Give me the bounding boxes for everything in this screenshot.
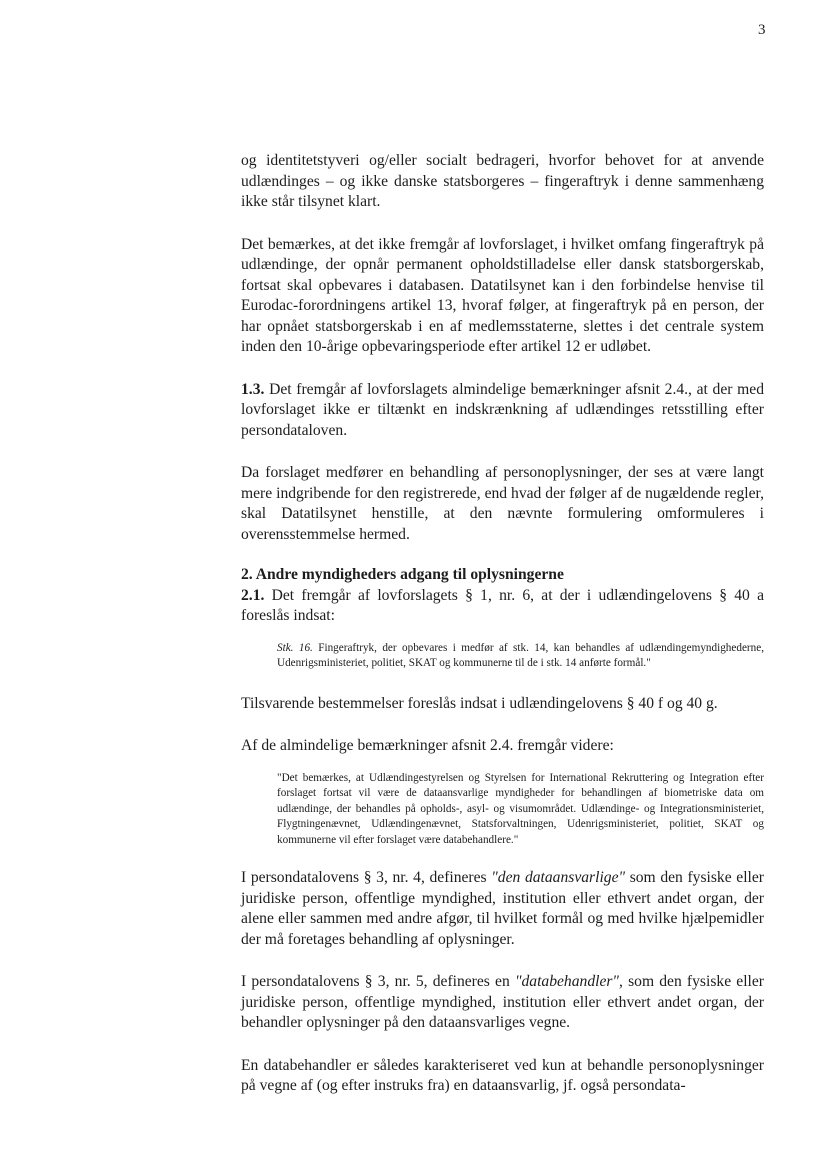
quote-text: Fingeraftryk, der opbevares i medfør af stk. 14, kan behandles af udlændingemyndighederne, Udenrigsministeriet, politiet, SKAT og kommunerne til de i stk. 14 anførte formål." — [277, 641, 764, 669]
paragraph: Tilsvarende bestemmelser foreslås indsat i udlændingelovens § 40 f og 40 g. — [241, 694, 718, 712]
paragraph: En databehandler er således karakteriseret ved kun at behandle personoplysninger på vegne af (og efter instruks fra) en dataansvarlig, jf. også persondata- — [241, 1056, 764, 1094]
quotation — [241, 641, 764, 672]
defined-term: "den dataansvarlige" — [491, 869, 626, 886]
paragraph: Af de almindelige bemærkninger afsnit 2.4. fremgår videre: — [241, 737, 614, 754]
quote-lead: Stk. 16. — [277, 641, 313, 654]
section-number: 2.1. — [241, 586, 265, 604]
document-body — [241, 151, 764, 1097]
paragraph: I persondatalovens § 3, nr. 4, defineres "den dataansvarlige" som den fysiske eller juridiske person, offentlige myndighed, institution eller ethvert andet organ, der alene eller sammen med andre afgør, til hvilket formål og med hvilke hjælpemidler der må foretages behandling af oplysninger. — [241, 869, 764, 948]
paragraph: Det bemærkes, at det ikke fremgår af lovforslaget, i hvilket omfang fingeraftryk på udlændinge, der opnår permanent opholdstilladelse eller dansk statsborgerskab, fortsat skal opbevares i databasen. Datatilsynet kan i den forbindelse henvise til Eurodac-forordningens artikel 13, hvoraf følger, at fingeraftryk på en person, der har opnået statsborgerskab i en af medlemsstaterne, slettes i det centrale system inden den 10-årige opbevaringsperiode efter artikel 12 er udløbet. — [241, 235, 764, 355]
paragraph: og identitetstyveri og/eller socialt bedrageri, hvorfor behovet for at anvende udlændinges – og ikke danske statsborgeres – fingeraftryk i denne sammenhæng ikke står tilsynet klart. — [241, 152, 764, 210]
paragraph-text: Det fremgår af lovforslagets § 1, nr. 6, at der i udlændingelovens § 40 a foreslås indsat: — [241, 586, 764, 624]
paragraph: Da forslaget medfører en behandling af personoplysninger, der ses at være langt mere indgribende for den registrerede, end hvad der følger af de nugældende regler, skal Datatilsynet henstille, at den nævnte formulering omformuleres i overensstemmelse hermed. — [241, 464, 764, 543]
defined-term: "databehandler" — [514, 973, 619, 990]
paragraph: I persondatalovens § 3, nr. 5, defineres en "databehandler", som den fysiske eller juridiske person, offentlige myndighed, institution eller ethvert andet organ, der behandler oplysninger på den dataansvarliges vegne. — [241, 973, 764, 1031]
paragraph — [241, 380, 764, 442]
paragraph-text: Det fremgår af lovforslagets almindelige bemærkninger afsnit 2.4., at der med lovforslaget ikke er tiltænkt en indskrænkning af udlændinges retsstilling efter persondataloven. — [241, 380, 764, 439]
page-number: 3 — [758, 22, 766, 38]
section-heading: 2. Andre myndigheders adgang til oplysningerne — [241, 566, 564, 583]
paragraph — [241, 586, 764, 627]
quotation: "Det bemærkes, at Udlændingestyrelsen og Styrelsen for International Rekruttering og Integration efter forslaget fortsat vil være de dataansvarlige myndigheder for behandlingen af biometriske data om udlændinge, der behandles på opholds-, asyl- og visumområdet. Udlændinge- og Integrationsministeriet, Flygtningenævnet, Udlændingenævnet, Statsforvaltningen, Udenrigsministeriet, politiet, SKAT og kommunerne vil efter forslaget være databehandlere." — [277, 771, 764, 846]
section-number: 1.3. — [241, 380, 265, 398]
